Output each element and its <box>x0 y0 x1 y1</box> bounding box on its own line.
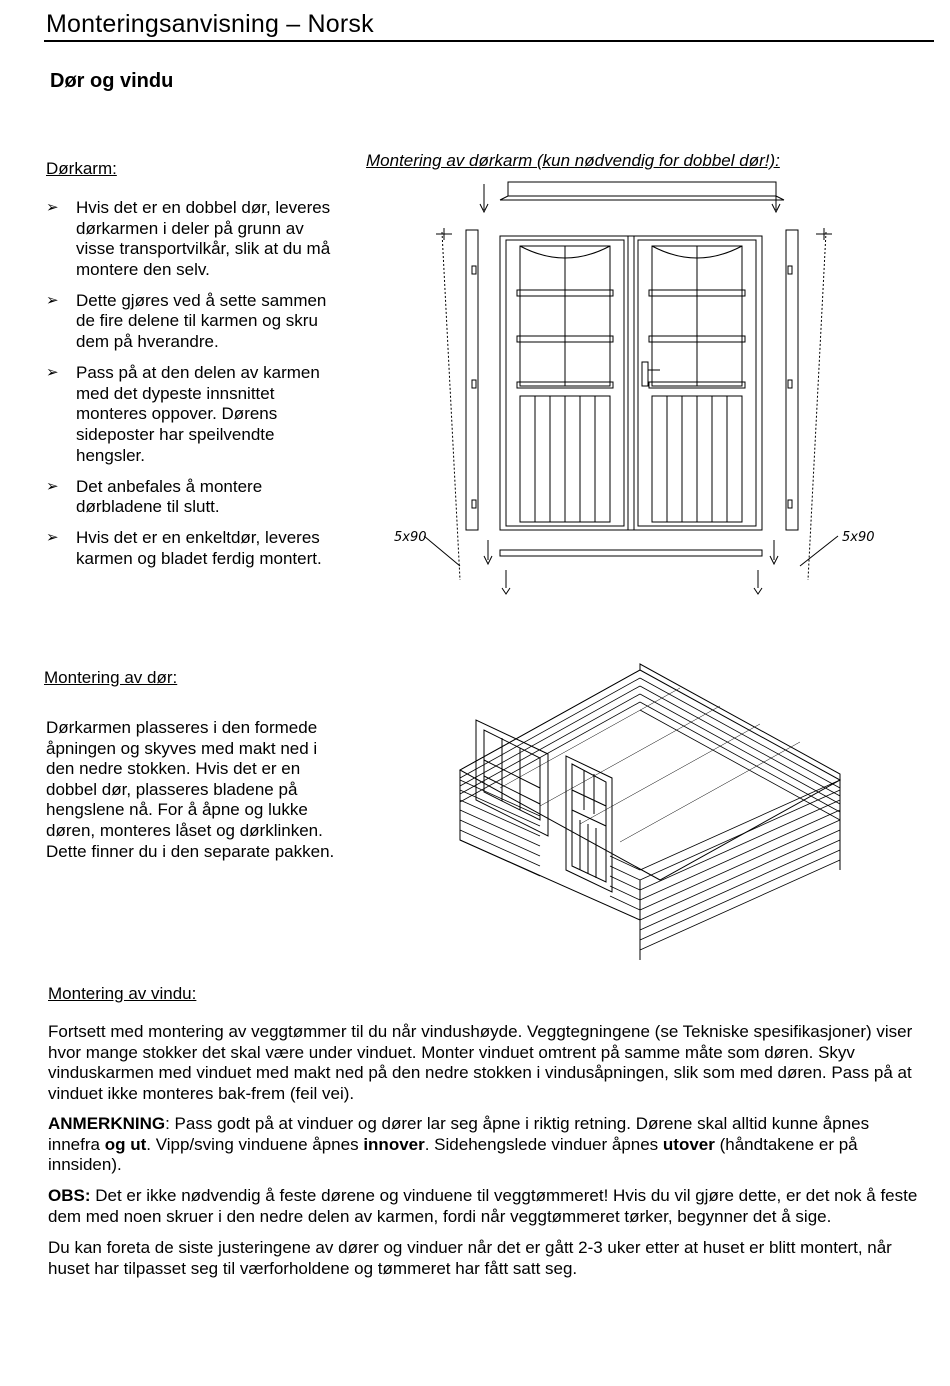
top-frame-beam <box>508 182 776 196</box>
screw-icon <box>436 228 510 594</box>
screw-size-label-right: 5x90 <box>842 530 875 545</box>
obs-note: OBS: Det er ikke nødvendig å feste dørene og vinduene til veggtømmeret! Hvis du vil gjøre dette, er det nok å feste dem med noen skruer i den nedre delen av karmen, fordi når veggtømmeret tørker, begynner det å sige. <box>48 1186 918 1226</box>
document-title: Monteringsanvisning – Norsk <box>46 10 374 38</box>
montering-vindu-heading: Montering av vindu: <box>48 984 197 1003</box>
door-frame-diagram <box>380 170 880 600</box>
montering-vindu-paragraph: Fortsett med montering av veggtømmer til du når vindushøyde. Veggtegningene (se Tekniske spesifikasjoner) viser hvor mange stokker det skal være under vinduet. Monter vinduet omtrent på samme måte som døren. Skyv vinduskarmen med vinduet med makt ned på den nedre stokken i vindusåpningen, slik som med døren. Pass på at vinduet ikke monteres bak-frem (feil vei). <box>48 1022 913 1103</box>
list-item: ➢ Hvis det er en enkeltdør, leveres karmen og bladet ferdig montert. <box>46 528 322 568</box>
arrow-bullet-icon: ➢ <box>46 199 59 216</box>
bottom-frame-threshold <box>500 550 762 556</box>
arrow-bullet-icon: ➢ <box>46 291 59 309</box>
anmerkning-note: ANMERKNING: Pass godt på at vinduer og dører lar seg åpne i riktig retning. Dørene skal alltid kunne åpnes innefra og ut. Vipp/sving vinduene åpnes innover. Sidehengslede vinduer åpnes utover (håndtakene er på innsiden). <box>48 1114 870 1175</box>
list-item: ➢ Hvis det er en dobbel dør, leveres dørkarmen i deler på grunn av visse transportvilkår, slik at du må montere den selv. <box>46 198 331 279</box>
dorkarm-bullet-list <box>46 198 346 580</box>
list-item: ➢ Det anbefales å montere dørbladene til slutt. <box>46 476 263 517</box>
montering-dor-heading: Montering av dør: <box>44 668 178 687</box>
arrow-bullet-icon: ➢ <box>46 529 59 547</box>
arrow-bullet-icon: ➢ <box>46 477 59 495</box>
window-frame <box>476 720 548 836</box>
log-cabin-isometric-diagram <box>440 660 910 970</box>
door-frame-figure-caption: Montering av dørkarm (kun nødvendig for dobbel dør!): <box>366 151 780 170</box>
screw-icon <box>754 228 832 594</box>
montering-dor-text: Dørkarmen plasseres i den formede åpningen og skyves med makt ned i den nedre stokken. Hvis det er en dobbel dør, plasseres bladene på hengslene nå. For å åpne og lukke døren, monteres låset og dørklinken. Dette finner du i den separate pakken. <box>46 718 335 861</box>
header-rule <box>44 40 934 42</box>
list-item: ➢ Pass på at den delen av karmen med det dypeste innsnittet monteres oppover. Dørens sideposter har speilvendte hengsler. <box>46 363 320 465</box>
list-item: ➢ Dette gjøres ved å sette sammen de fire delene til karmen og skru dem på hverandre. <box>46 290 327 352</box>
arrow-bullet-icon: ➢ <box>46 364 59 382</box>
door-frame <box>566 756 612 892</box>
double-door <box>500 236 762 530</box>
obs-label: OBS: <box>48 1186 91 1205</box>
section-heading: Dør og vindu <box>50 70 174 92</box>
dorkarm-heading: Dørkarm: <box>46 159 117 178</box>
note-label: ANMERKNING <box>48 1114 166 1133</box>
final-adjustment-paragraph: Du kan foreta de siste justeringene av dører og vinduer når det er gått 2-3 uker etter at huset er blitt montert, når huset har tilpasset seg til værforholdene og tømmeret har fått satt seg. <box>48 1238 892 1278</box>
screw-size-label-left: 5x90 <box>394 530 427 545</box>
